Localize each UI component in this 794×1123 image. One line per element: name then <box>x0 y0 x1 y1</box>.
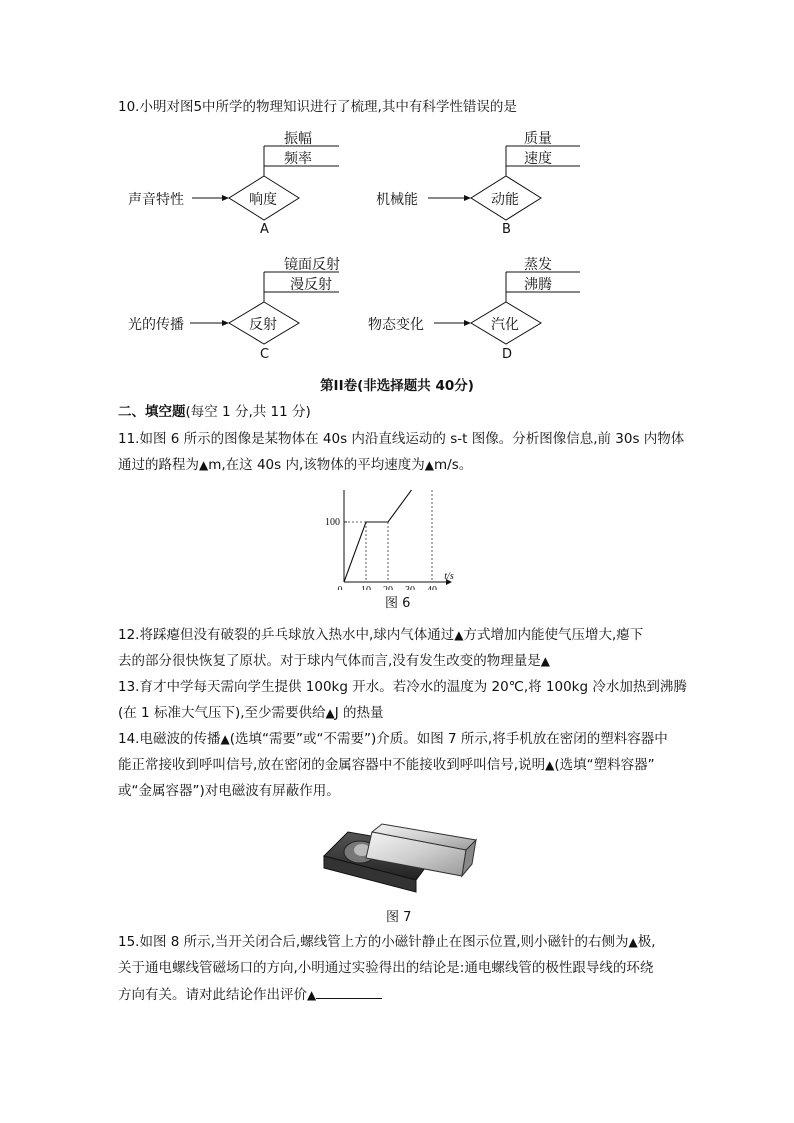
x-tick-label <box>405 585 415 590</box>
branch-label: 沸腾 <box>524 277 552 293</box>
node-label: 响度 <box>249 192 277 208</box>
branch-label: 振幅 <box>284 131 312 147</box>
diagram-a <box>128 126 348 238</box>
q12-line1 <box>118 625 643 645</box>
answer-blank-marker: ▲ <box>628 935 638 949</box>
q15-line3 <box>118 984 382 1005</box>
answer-blank-marker: ▲ <box>220 732 230 746</box>
q11-text: m/s。 <box>434 457 473 473</box>
q14-line3: 或“金属容器”)对电磁波有屏蔽作用。 <box>118 783 340 799</box>
q11-line1: 11.如图 6 所示的图像是某物体在 40s 内沿直线运动的 s-t 图像。分析图像信息,前 30s 内物体 <box>118 431 685 447</box>
origin-label <box>338 585 343 590</box>
q12-text: 12.将踩瘪但没有破裂的乒乓球放入热水中,球内气体通过 <box>118 627 455 643</box>
node-label: 反射 <box>249 317 277 333</box>
diagram-d-lines <box>368 252 586 364</box>
node-label: 动能 <box>491 192 519 208</box>
diagram-a-lines <box>128 126 348 238</box>
source-label: 光的传播 <box>128 317 184 333</box>
branch-label: 镜面反射 <box>284 257 340 273</box>
q14-text: 能正常接收到呼叫信号,放在密闭的金属容器中不能接收到呼叫信号,说明 <box>118 757 546 773</box>
diagram-d <box>368 252 586 364</box>
q11-text: 通过的路程为 <box>118 457 199 473</box>
container-photo <box>320 818 480 902</box>
x-tick-label <box>361 585 371 590</box>
answer-blank-marker: ▲ <box>199 458 209 472</box>
st-graph <box>322 490 472 590</box>
branch-label: 漫反射 <box>290 277 332 293</box>
q15-text: 方向有关。请对此结论作出评价 <box>118 987 307 1003</box>
node-label: 汽化 <box>491 317 519 333</box>
option-letter: C <box>260 347 270 362</box>
answer-blank-marker: ▲ <box>307 988 317 1002</box>
q11-line2 <box>118 455 472 475</box>
answer-blank-marker: ▲ <box>454 628 464 642</box>
q13-text: J 的热量 <box>334 705 384 721</box>
diagram-b-lines <box>376 126 586 238</box>
q15-text: 极, <box>637 934 656 950</box>
q12-text: 方式增加内能使气压增大,瘪下 <box>463 627 644 643</box>
answer-blank-marker: ▲ <box>424 458 434 472</box>
section-note: (每空 1 分,共 11 分) <box>185 404 311 420</box>
x-tick-label <box>427 585 437 590</box>
q13-text: (在 1 标准大气压下),至少需要供给 <box>118 705 326 721</box>
figure-6 <box>322 490 472 610</box>
q13-line2 <box>118 703 384 723</box>
q10-stem: 10.小明对图5中所学的物理知识进行了梳理,其中有科学性错误的是 <box>118 99 517 115</box>
figure-caption: 图 7 <box>386 910 412 925</box>
branch-label: 蒸发 <box>524 257 552 273</box>
answer-blank-marker: ▲ <box>540 654 551 668</box>
figure-caption: 图 6 <box>385 596 411 611</box>
q14-text: (选填“塑料容器” <box>554 757 655 773</box>
section-heading <box>118 402 311 422</box>
q15-line1 <box>118 932 656 952</box>
source-label: 机械能 <box>376 192 418 208</box>
q14-text: 14.电磁波的传播 <box>118 731 221 747</box>
option-letter: B <box>502 222 511 237</box>
option-letter: A <box>260 222 269 237</box>
q11-text: m,在这 40s 内,该物体的平均速度为 <box>208 457 425 473</box>
diagram-c <box>128 252 348 364</box>
part-title: 第II卷(非选择题共 40分) <box>320 378 474 394</box>
branch-label: 频率 <box>284 151 312 167</box>
q15-line2: 关于通电螺线管磁场口的方向,小明通过实验得出的结论是:通电螺线管的极性跟导线的环绕 <box>118 960 654 976</box>
q14-line1 <box>118 729 668 749</box>
q14-line2 <box>118 755 655 775</box>
q13-line1: 13.育才中学每天需向学生提供 100kg 开水。若冷水的温度为 20℃,将 100kg 冷水加热到沸腾 <box>118 679 687 695</box>
option-letter: D <box>502 347 513 362</box>
x-tick-label <box>383 585 393 590</box>
answer-blank-marker: ▲ <box>325 706 335 720</box>
figure-7 <box>320 818 480 925</box>
q12-line2 <box>118 651 550 671</box>
diagram-b <box>376 126 586 238</box>
answer-underline <box>316 984 382 999</box>
section-title: 二、填空题 <box>118 404 186 420</box>
x-axis-label: t/s <box>444 571 454 582</box>
q15-text: 15.如图 8 所示,当开关闭合后,螺线管上方的小磁针静止在图示位置,则小磁针的右侧为 <box>118 934 629 950</box>
source-label: 声音特性 <box>128 192 184 208</box>
answer-blank-marker: ▲ <box>545 758 555 772</box>
q12-text: 去的部分很快恢复了原状。对于球内气体而言,没有发生改变的物理量是 <box>118 653 541 669</box>
source-label: 物态变化 <box>368 317 424 333</box>
q14-text: (选填“需要”或“不需要”)介质。如图 7 所示,将手机放在密闭的塑料容器中 <box>229 731 668 747</box>
branch-label: 质量 <box>524 131 552 147</box>
branch-label: 速度 <box>524 151 552 167</box>
y-tick-label: 100 <box>325 517 340 528</box>
